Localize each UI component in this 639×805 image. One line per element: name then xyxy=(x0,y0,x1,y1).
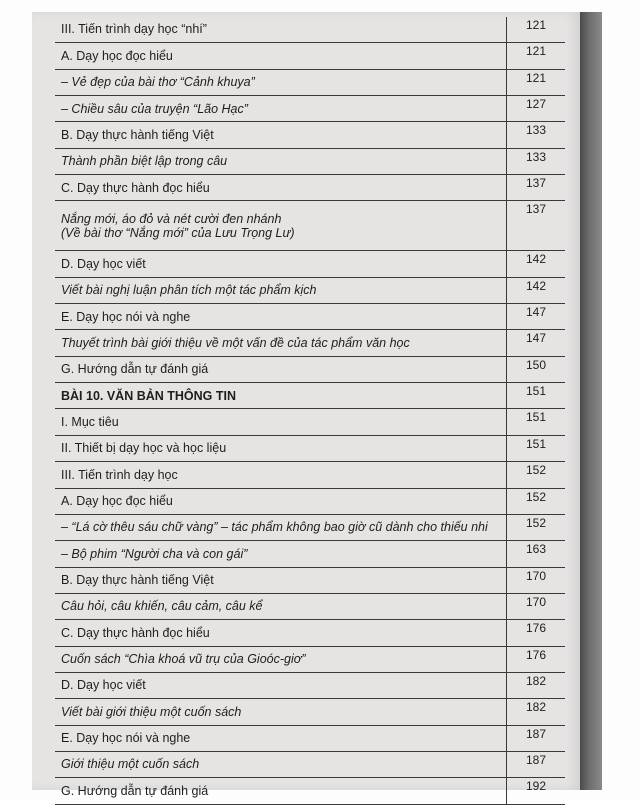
toc-entry-title-line: A. Dạy học đọc hiểu xyxy=(61,48,173,63)
toc-row xyxy=(55,778,565,804)
toc-entry-page-number: 152 xyxy=(507,488,566,514)
toc-entry-title xyxy=(55,277,507,303)
toc-row xyxy=(55,69,565,95)
toc-entry-title-line: Nắng mới, áo đỏ và nét cười đen nhánh xyxy=(61,211,282,226)
toc-entry-page-number: 176 xyxy=(507,620,566,646)
toc-entry-title-line: Viết bài nghị luận phân tích một tác phẩm kịch xyxy=(61,283,317,298)
toc-entry-title-line: Cuốn sách “Chìa khoá vũ trụ của Gioóc-giơ” xyxy=(61,652,306,667)
toc-entry-title xyxy=(55,462,507,488)
toc-row xyxy=(55,122,565,148)
toc-entry-page-number: 142 xyxy=(507,251,566,277)
toc-row xyxy=(55,277,565,303)
toc-row xyxy=(55,488,565,514)
toc-entry-page-number: 187 xyxy=(507,751,566,777)
toc-row xyxy=(55,409,565,435)
toc-entry-title-line: Câu hỏi, câu khiến, câu cảm, câu kể xyxy=(61,599,263,614)
toc-entry-title-line: Viết bài giới thiệu một cuốn sách xyxy=(61,704,242,719)
toc-entry-title xyxy=(55,304,507,330)
toc-row xyxy=(55,96,565,122)
toc-entry-title xyxy=(55,122,507,148)
toc-entry-title-line: D. Dạy học viết xyxy=(61,256,146,271)
toc-entry-title-line: D. Dạy học viết xyxy=(61,678,146,693)
toc-entry-title-line: C. Dạy thực hành đọc hiểu xyxy=(61,180,210,195)
toc-entry-page-number: 142 xyxy=(507,277,566,303)
toc-entry-title-line: G. Hướng dẫn tự đánh giá xyxy=(61,783,209,798)
toc-entry-title-line: Giới thiệu một cuốn sách xyxy=(61,757,200,772)
toc-entry-page-number: 192 xyxy=(507,778,566,804)
toc-entry-title-line: BÀI 10. VĂN BẢN THÔNG TIN xyxy=(61,388,237,403)
toc-row xyxy=(55,356,565,382)
toc-entry-page-number: 121 xyxy=(507,17,566,43)
toc-entry-title xyxy=(55,541,507,567)
toc-entry-title-line: Thuyết trình bài giới thiệu về một vấn đề của tác phẩm văn học xyxy=(61,335,410,350)
toc-entry-title xyxy=(55,435,507,461)
toc-entry-title-line: (Về bài thơ “Nắng mới” của Lưu Trọng Lư) xyxy=(61,225,295,240)
toc-entry-title-line: E. Dạy học nói và nghe xyxy=(61,309,191,324)
toc-entry-page-number: 170 xyxy=(507,593,566,619)
toc-entry-title xyxy=(55,514,507,540)
toc-entry-page-number: 133 xyxy=(507,148,566,174)
toc-entry-title xyxy=(55,356,507,382)
toc-entry-title xyxy=(55,17,507,43)
toc-row xyxy=(55,17,565,43)
toc-entry-title xyxy=(55,201,507,251)
toc-entry-title-line: A. Dạy học đọc hiểu xyxy=(61,493,173,508)
toc-entry-title xyxy=(55,593,507,619)
toc-entry-title-line: B. Dạy thực hành tiếng Việt xyxy=(61,573,214,588)
toc-entry-title-line: II. Thiết bị dạy học và học liệu xyxy=(61,441,227,456)
toc-row xyxy=(55,751,565,777)
toc-entry-title xyxy=(55,646,507,672)
toc-entry-title xyxy=(55,567,507,593)
toc-entry-title xyxy=(55,96,507,122)
toc-row xyxy=(55,672,565,698)
toc-entry-page-number: 137 xyxy=(507,201,566,251)
toc-entry-page-number: 170 xyxy=(507,567,566,593)
toc-entry-page-number: 187 xyxy=(507,725,566,751)
toc-row xyxy=(55,620,565,646)
toc-row xyxy=(55,593,565,619)
toc-entry-page-number: 127 xyxy=(507,96,566,122)
toc-entry-title xyxy=(55,175,507,201)
toc-row xyxy=(55,699,565,725)
toc-entry-title-line: B. Dạy thực hành tiếng Việt xyxy=(61,127,214,142)
toc-entry-title-line: III. Tiến trình dạy học “nhí” xyxy=(61,22,207,37)
toc-entry-title-line: E. Dạy học nói và nghe xyxy=(61,731,191,746)
toc-entry-title-line: C. Dạy thực hành đọc hiểu xyxy=(61,625,210,640)
toc-entry-page-number: 182 xyxy=(507,699,566,725)
toc-row xyxy=(55,43,565,69)
toc-entry-title xyxy=(55,778,507,804)
toc-row xyxy=(55,462,565,488)
toc-entry-title xyxy=(55,751,507,777)
toc-row xyxy=(55,435,565,461)
toc-entry-page-number: 163 xyxy=(507,541,566,567)
toc-entry-title xyxy=(55,43,507,69)
toc-row xyxy=(55,725,565,751)
toc-row xyxy=(55,383,565,409)
toc-entry-title-line: – Vẻ đẹp của bài thơ “Cảnh khuya” xyxy=(61,75,255,90)
toc-body xyxy=(55,17,565,804)
toc-entry-page-number: 150 xyxy=(507,356,566,382)
toc-row xyxy=(55,175,565,201)
toc-entry-title xyxy=(55,148,507,174)
toc-row xyxy=(55,567,565,593)
toc-row xyxy=(55,330,565,356)
toc-row xyxy=(55,148,565,174)
toc-row xyxy=(55,541,565,567)
toc-entry-title-line: Thành phần biệt lập trong câu xyxy=(61,154,228,169)
toc-entry-title-line: – Chiều sâu của truyện “Lão Hạc” xyxy=(61,101,248,116)
toc-entry-page-number: 176 xyxy=(507,646,566,672)
toc-row xyxy=(55,251,565,277)
toc-entry-page-number: 151 xyxy=(507,383,566,409)
toc-entry-title xyxy=(55,488,507,514)
toc-entry-title-line: G. Hướng dẫn tự đánh giá xyxy=(61,362,209,377)
toc-entry-page-number: 151 xyxy=(507,435,566,461)
toc-row xyxy=(55,201,565,251)
toc-row xyxy=(55,646,565,672)
toc-entry-page-number: 152 xyxy=(507,462,566,488)
toc-entry-page-number: 133 xyxy=(507,122,566,148)
toc-entry-title xyxy=(55,672,507,698)
table-of-contents xyxy=(55,17,565,805)
toc-entry-page-number: 151 xyxy=(507,409,566,435)
toc-entry-page-number: 182 xyxy=(507,672,566,698)
toc-entry-title xyxy=(55,69,507,95)
toc-entry-page-number: 121 xyxy=(507,43,566,69)
toc-entry-page-number: 147 xyxy=(507,304,566,330)
toc-entry-page-number: 152 xyxy=(507,514,566,540)
toc-entry-page-number: 121 xyxy=(507,69,566,95)
toc-entry-title xyxy=(55,251,507,277)
toc-entry-title-line: III. Tiến trình dạy học xyxy=(61,467,178,482)
toc-row xyxy=(55,514,565,540)
toc-entry-title xyxy=(55,383,507,409)
toc-entry-page-number: 147 xyxy=(507,330,566,356)
toc-entry-title xyxy=(55,725,507,751)
toc-entry-title-line: – Bộ phim “Người cha và con gái” xyxy=(61,546,248,561)
toc-row xyxy=(55,304,565,330)
toc-entry-title xyxy=(55,620,507,646)
toc-entry-title-line: I. Mục tiêu xyxy=(61,414,119,429)
toc-entry-title xyxy=(55,330,507,356)
toc-entry-title xyxy=(55,699,507,725)
toc-entry-page-number: 137 xyxy=(507,175,566,201)
toc-entry-title-line: – “Lá cờ thêu sáu chữ vàng” – tác phẩm không bao giờ cũ dành cho thiếu nhi xyxy=(61,520,488,535)
toc-entry-title xyxy=(55,409,507,435)
book-spine-edge xyxy=(580,12,602,790)
